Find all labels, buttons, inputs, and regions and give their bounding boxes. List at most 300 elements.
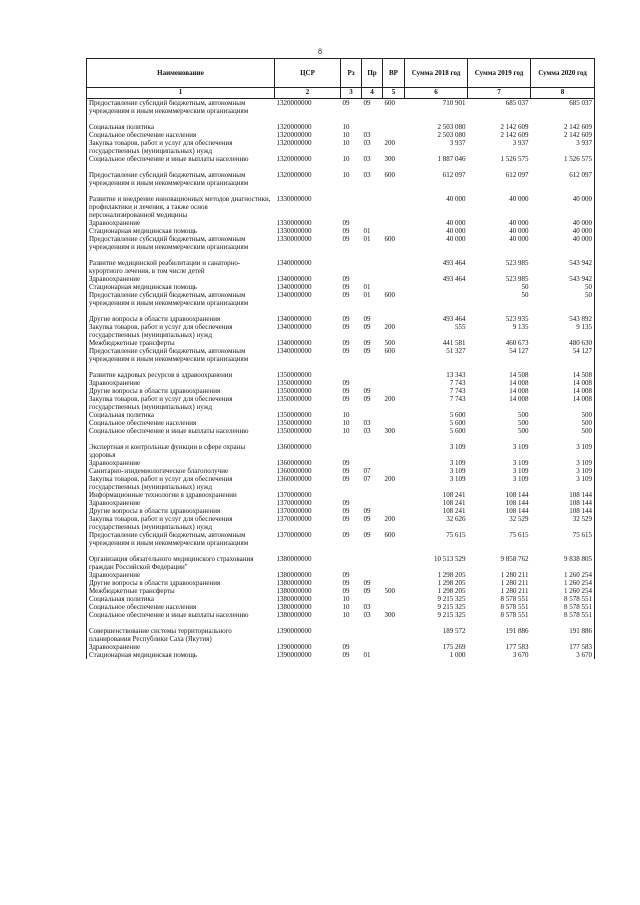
cell-sum-2020: 1 260 254 (531, 587, 595, 595)
cell-csr: 1320000000 (276, 131, 312, 139)
cell-vr: 600 (384, 99, 395, 107)
cell-sum-2020: 9 838 805 (531, 555, 595, 571)
cell-sum-2020: 543 892 (531, 315, 595, 323)
cell-pr: 03 (363, 155, 371, 163)
cell-rz: 10 (342, 171, 350, 179)
cell-sum-2018: 3 109 (449, 467, 466, 475)
spacer-cell (341, 307, 362, 315)
cell-name: Предоставление субсидий бюджетным, автономным учреждениям и иным некоммерческим организациям (87, 347, 275, 363)
cell-sum-2018: 9 215 325 (437, 611, 466, 619)
cell-rz: 09 (342, 235, 350, 243)
cell-rz (341, 371, 362, 379)
cell-csr: 1320000000 (276, 139, 312, 147)
cell-sum-2018: 612 097 (442, 171, 466, 179)
cell-name: Стационарная медицинская помощь (87, 651, 275, 659)
table-row (87, 235, 595, 251)
cell-rz: 09 (342, 587, 350, 595)
cell-pr: 09 (363, 387, 371, 395)
cell-pr (362, 259, 383, 275)
cell-sum-2019: 177 583 (505, 643, 529, 651)
cell-csr: 1370000000 (276, 515, 312, 523)
cell-name: Здравоохранение (87, 643, 275, 651)
cell-csr: 1380000000 (276, 555, 312, 563)
cell-csr: 1330000000 (276, 195, 312, 203)
cell-csr: 1350000000 (276, 371, 312, 379)
cell-sum-2020: 500 (531, 411, 595, 419)
cell-sum-2018 (405, 291, 468, 307)
spacer-cell (383, 363, 405, 371)
spacer-cell (383, 435, 405, 443)
cell-sum-2020: 9 135 (531, 323, 595, 339)
header-rz: Рз (341, 59, 362, 88)
spacer-cell (468, 619, 531, 627)
cell-vr (383, 459, 405, 467)
cell-sum-2018: 175 269 (442, 643, 466, 651)
cell-pr: 09 (363, 395, 371, 403)
cell-vr (383, 443, 405, 459)
cell-sum-2019: 40 000 (509, 219, 529, 227)
cell-name: Социальное обеспечение населения (87, 419, 275, 427)
cell-sum-2020: 54 127 (531, 347, 595, 363)
spacer-cell (383, 307, 405, 315)
cell-vr (383, 603, 405, 611)
cell-sum-2019: 523 985 (505, 275, 529, 283)
cell-rz (341, 555, 362, 571)
cell-sum-2020: 50 (531, 283, 595, 291)
cell-rz (341, 195, 362, 219)
header-csr: ЦСР (275, 59, 341, 88)
cell-sum-2020: 40 000 (531, 195, 595, 219)
cell-sum-2020: 500 (531, 427, 595, 435)
spacer-cell (405, 547, 468, 555)
cell-pr (362, 643, 383, 651)
cell-pr (362, 491, 383, 499)
table-row (87, 595, 595, 603)
cell-name: Предоставление субсидий бюджетным, автономным учреждениям и иным некоммерческим организациям (87, 235, 275, 251)
cell-pr (362, 123, 383, 131)
spacer-cell (405, 619, 468, 627)
cell-name: Информационные технологии в здравоохранении (87, 491, 275, 499)
spacer-cell (275, 547, 341, 555)
cell-sum-2019: 3 109 (512, 459, 529, 467)
table-row (87, 283, 595, 291)
cell-sum-2020: 1 260 254 (531, 571, 595, 579)
spacer-cell (468, 187, 531, 195)
cell-sum-2018: 1 298 205 (437, 579, 466, 587)
cell-name: Развитие и внедрение инновационных методов диагностики, профилактики и лечения, а также основ персонализированной медицины (87, 195, 275, 219)
cell-rz (341, 627, 362, 643)
cell-name: Межбюджетные трансферты (87, 587, 275, 595)
cell-rz: 09 (342, 379, 350, 387)
column-number: 2 (275, 88, 341, 99)
spacer-cell (531, 307, 595, 315)
spacer-cell (362, 547, 383, 555)
cell-pr (362, 443, 383, 459)
spacer-cell (531, 619, 595, 627)
cell-pr: 09 (363, 587, 371, 595)
spacer-cell (405, 363, 468, 371)
cell-sum-2020: 543 942 (531, 275, 595, 283)
cell-sum-2018: 10 513 529 (434, 555, 466, 563)
spacer-cell (531, 251, 595, 259)
cell-sum-2020: 543 942 (531, 259, 595, 275)
cell-vr: 600 (384, 347, 395, 355)
cell-pr: 09 (363, 515, 371, 523)
cell-name: Социальная политика (87, 123, 275, 131)
cell-name: Предоставление субсидий бюджетным, автономным учреждениям и иным некоммерческим организациям (87, 99, 275, 116)
cell-sum-2019: 108 144 (505, 491, 529, 499)
cell-sum-2018: 2 503 080 (437, 131, 466, 139)
cell-pr: 07 (363, 467, 371, 475)
spacer-cell (87, 363, 275, 371)
cell-sum-2020: 8 578 551 (531, 595, 595, 603)
spacer-cell (468, 307, 531, 315)
cell-csr: 1390000000 (276, 643, 312, 651)
cell-csr: 1360000000 (276, 467, 312, 475)
spacer-cell (362, 435, 383, 443)
table-row (87, 475, 595, 491)
table-row (87, 643, 595, 651)
cell-sum-2018: 555 (455, 323, 466, 331)
cell-rz (341, 491, 362, 499)
cell-vr (383, 275, 405, 283)
cell-sum-2019: 3 109 (512, 467, 529, 475)
cell-vr: 200 (384, 139, 395, 147)
table-row (87, 227, 595, 235)
table-row (87, 507, 595, 515)
cell-csr: 1380000000 (276, 603, 312, 611)
spacer-cell (405, 163, 468, 171)
cell-name: Стационарная медицинская помощь (87, 227, 275, 235)
cell-vr (383, 259, 405, 275)
cell-csr: 1350000000 (276, 419, 312, 427)
cell-sum-2019: 14 508 (509, 371, 529, 379)
cell-sum-2018: 493 464 (442, 259, 466, 267)
cell-sum-2018: 40 000 (446, 235, 466, 243)
spacer-cell (362, 363, 383, 371)
cell-csr: 1370000000 (276, 507, 312, 515)
spacer-cell (531, 363, 595, 371)
cell-rz: 10 (342, 155, 350, 163)
spacer-cell (468, 251, 531, 259)
cell-rz: 09 (342, 475, 350, 483)
cell-sum-2019: 3 109 (512, 443, 529, 451)
table-body (87, 99, 595, 660)
cell-pr (362, 571, 383, 579)
cell-sum-2019: 14 008 (509, 379, 529, 387)
spacer-cell (468, 163, 531, 171)
cell-sum-2018: 493 464 (442, 315, 466, 323)
cell-sum-2019: 8 578 551 (500, 603, 529, 611)
header-pr: Пр (362, 59, 383, 88)
cell-sum-2020: 14 008 (531, 379, 595, 387)
cell-rz: 10 (342, 419, 350, 427)
cell-sum-2018: 1 000 (449, 651, 466, 659)
spacer-cell (468, 547, 531, 555)
cell-vr (383, 491, 405, 499)
cell-sum-2019: 8 578 551 (500, 611, 529, 619)
cell-sum-2020: 75 615 (531, 531, 595, 547)
cell-sum-2018: 3 109 (449, 459, 466, 467)
cell-name: Другие вопросы в области здравоохранения (87, 507, 275, 515)
cell-sum-2019: 9 858 762 (500, 555, 529, 563)
cell-csr: 1380000000 (276, 611, 312, 619)
cell-pr: 03 (363, 131, 371, 139)
cell-vr (383, 507, 405, 515)
spacer-cell (275, 619, 341, 627)
spacer-cell (341, 435, 362, 443)
spacer-row (87, 163, 595, 171)
cell-csr: 1350000000 (276, 395, 312, 403)
spacer-cell (531, 187, 595, 195)
cell-sum-2020: 8 578 551 (531, 611, 595, 619)
cell-sum-2020: 500 (531, 419, 595, 427)
cell-sum-2018: 5 600 (449, 411, 466, 419)
cell-sum-2020: 50 (531, 291, 595, 307)
table-row (87, 571, 595, 579)
cell-sum-2019: 108 144 (505, 499, 529, 507)
spacer-cell (341, 115, 362, 123)
table-row (87, 611, 595, 619)
cell-pr: 09 (363, 323, 371, 331)
cell-sum-2019: 14 008 (509, 387, 529, 395)
cell-vr: 500 (384, 339, 395, 347)
cell-sum-2020: 108 144 (531, 491, 595, 499)
cell-rz: 09 (342, 347, 350, 355)
cell-sum-2020: 40 000 (531, 235, 595, 251)
spacer-cell (362, 163, 383, 171)
cell-sum-2020: 2 142 609 (531, 123, 595, 131)
cell-name: Развитие медицинской реабилитации и санаторно-курортного лечения, в том числе детей (87, 259, 275, 275)
cell-sum-2019: 32 529 (509, 515, 529, 523)
cell-vr (383, 643, 405, 651)
cell-sum-2019: 3 937 (512, 139, 529, 147)
cell-name: Здравоохранение (87, 379, 275, 387)
cell-pr: 03 (363, 427, 371, 435)
cell-sum-2020: 191 886 (531, 627, 595, 643)
cell-csr: 1390000000 (276, 627, 312, 635)
spacer-cell (341, 363, 362, 371)
column-number: 6 (405, 88, 468, 99)
spacer-cell (275, 187, 341, 195)
cell-csr: 1350000000 (276, 387, 312, 395)
cell-sum-2019: 40 000 (509, 195, 529, 203)
table-row (87, 371, 595, 379)
cell-vr (383, 379, 405, 387)
column-number: 1 (87, 88, 275, 99)
cell-csr: 1330000000 (276, 227, 312, 235)
cell-name: Совершенствование системы территориального планирования Республики Саха (Якутия) (87, 627, 275, 643)
cell-csr: 1360000000 (276, 459, 312, 467)
spacer-cell (275, 115, 341, 123)
cell-vr (383, 387, 405, 395)
cell-sum-2019: 40 000 (509, 235, 529, 243)
cell-sum-2018: 108 241 (442, 507, 466, 515)
table-row (87, 443, 595, 459)
cell-name: Закупка товаров, работ и услуг для обеспечения государственных (муниципальных) нужд (87, 323, 275, 339)
cell-vr: 600 (384, 235, 395, 243)
cell-pr (362, 411, 383, 419)
table-row (87, 555, 595, 571)
cell-sum-2019: 460 673 (505, 339, 529, 347)
cell-sum-2018: 40 000 (446, 219, 466, 227)
table-row (87, 491, 595, 499)
spacer-cell (405, 115, 468, 123)
spacer-cell (341, 619, 362, 627)
spacer-cell (87, 547, 275, 555)
cell-vr (383, 419, 405, 427)
cell-name: Социальная политика (87, 595, 275, 603)
spacer-cell (87, 307, 275, 315)
cell-csr: 1360000000 (276, 443, 312, 451)
table-row (87, 339, 595, 347)
cell-sum-2020: 1 260 254 (531, 579, 595, 587)
cell-vr: 200 (384, 395, 395, 403)
cell-csr: 1340000000 (276, 315, 312, 323)
table-row (87, 155, 595, 163)
spacer-cell (87, 619, 275, 627)
spacer-cell (531, 435, 595, 443)
cell-pr: 01 (363, 283, 371, 291)
cell-name: Закупка товаров, работ и услуг для обеспечения государственных (муниципальных) нужд (87, 475, 275, 491)
cell-sum-2018: 40 000 (446, 195, 466, 203)
header-vr: ВР (383, 59, 405, 88)
cell-csr: 1320000000 (276, 171, 312, 179)
cell-vr: 200 (384, 515, 395, 523)
cell-name: Социальное обеспечение и иные выплаты населению (87, 427, 275, 435)
cell-vr: 600 (384, 171, 395, 179)
cell-name: Здравоохранение (87, 275, 275, 283)
cell-rz: 09 (342, 315, 350, 323)
spacer-cell (383, 619, 405, 627)
table-row (87, 627, 595, 643)
cell-sum-2018: 9 215 325 (437, 595, 466, 603)
cell-vr: 300 (384, 611, 395, 619)
cell-sum-2020: 177 583 (531, 643, 595, 651)
cell-csr: 1330000000 (276, 235, 312, 243)
cell-csr: 1340000000 (276, 259, 312, 267)
cell-pr (362, 379, 383, 387)
table-row (87, 651, 595, 659)
cell-rz: 10 (342, 603, 350, 611)
table-row (87, 387, 595, 395)
cell-rz: 10 (342, 139, 350, 147)
spacer-cell (383, 115, 405, 123)
cell-sum-2019: 500 (518, 427, 529, 435)
cell-name: Социальное обеспечение и иные выплаты населению (87, 155, 275, 163)
cell-rz: 10 (342, 411, 350, 419)
cell-rz: 09 (342, 323, 350, 331)
cell-sum-2018: 2 503 080 (437, 123, 466, 131)
cell-sum-2018: 7 743 (449, 379, 466, 387)
spacer-cell (531, 115, 595, 123)
cell-csr: 1340000000 (276, 275, 312, 283)
cell-csr: 1380000000 (276, 579, 312, 587)
cell-sum-2019: 1 280 211 (500, 579, 529, 587)
cell-sum-2020: 14 008 (531, 387, 595, 395)
spacer-cell (341, 251, 362, 259)
cell-rz: 09 (342, 579, 350, 587)
cell-sum-2020: 612 097 (531, 171, 595, 187)
cell-rz: 09 (342, 643, 350, 651)
table-row (87, 259, 595, 275)
cell-rz: 09 (342, 515, 350, 523)
header-sum-2020: Сумма 2020 год (531, 59, 595, 88)
table-row (87, 379, 595, 387)
spacer-cell (383, 187, 405, 195)
spacer-cell (468, 363, 531, 371)
cell-name: Межбюджетные трансферты (87, 339, 275, 347)
cell-name: Социальное обеспечение населения (87, 603, 275, 611)
cell-name: Социальное обеспечение населения (87, 131, 275, 139)
cell-rz: 09 (342, 283, 350, 291)
table-row (87, 603, 595, 611)
cell-rz: 10 (342, 595, 350, 603)
cell-name: Предоставление субсидий бюджетным, автономным учреждениям и иным некоммерческим организациям (87, 291, 275, 307)
cell-vr: 200 (384, 323, 395, 331)
cell-sum-2019: 3 670 (512, 651, 529, 659)
spacer-cell (275, 307, 341, 315)
cell-name: Социальная политика (87, 411, 275, 419)
cell-rz: 09 (342, 99, 350, 107)
cell-name: Другие вопросы в области здравоохранения (87, 387, 275, 395)
cell-sum-2018: 9 215 325 (437, 603, 466, 611)
cell-name: Другие вопросы в области здравоохранения (87, 579, 275, 587)
cell-csr: 1370000000 (276, 491, 312, 499)
cell-sum-2019: 500 (518, 411, 529, 419)
cell-sum-2019: 54 127 (509, 347, 529, 355)
table-row (87, 195, 595, 219)
cell-pr: 03 (363, 611, 371, 619)
cell-vr (383, 499, 405, 507)
cell-sum-2019: 685 037 (505, 99, 529, 107)
cell-rz: 09 (342, 339, 350, 347)
cell-sum-2019: 50 (521, 291, 529, 299)
spacer-row (87, 363, 595, 371)
spacer-cell (468, 115, 531, 123)
table-row (87, 219, 595, 227)
cell-sum-2018: 441 581 (442, 339, 466, 347)
cell-vr (383, 283, 405, 291)
spacer-row (87, 435, 595, 443)
cell-rz: 09 (342, 531, 350, 539)
spacer-cell (531, 547, 595, 555)
cell-csr: 1360000000 (276, 475, 312, 483)
cell-sum-2019: 1 280 211 (500, 587, 529, 595)
spacer-cell (341, 163, 362, 171)
cell-sum-2020: 3 109 (531, 443, 595, 459)
budget-table (86, 58, 595, 659)
cell-vr (383, 195, 405, 219)
spacer-row (87, 251, 595, 259)
cell-sum-2018: 189 572 (442, 627, 466, 635)
cell-name: Здравоохранение (87, 459, 275, 467)
cell-rz (341, 259, 362, 275)
header-sum-2019: Сумма 2019 год (468, 59, 531, 88)
cell-pr: 09 (363, 531, 371, 539)
cell-rz: 09 (342, 507, 350, 515)
cell-rz: 09 (342, 227, 350, 235)
cell-sum-2020: 1 526 575 (531, 155, 595, 163)
cell-sum-2019: 9 135 (512, 323, 529, 331)
cell-sum-2018: 1 298 205 (437, 571, 466, 579)
table-row (87, 139, 595, 155)
cell-csr: 1320000000 (276, 99, 312, 107)
cell-rz: 09 (342, 219, 350, 227)
cell-sum-2020: 14 008 (531, 395, 595, 411)
cell-vr: 600 (384, 291, 395, 299)
cell-pr (362, 499, 383, 507)
